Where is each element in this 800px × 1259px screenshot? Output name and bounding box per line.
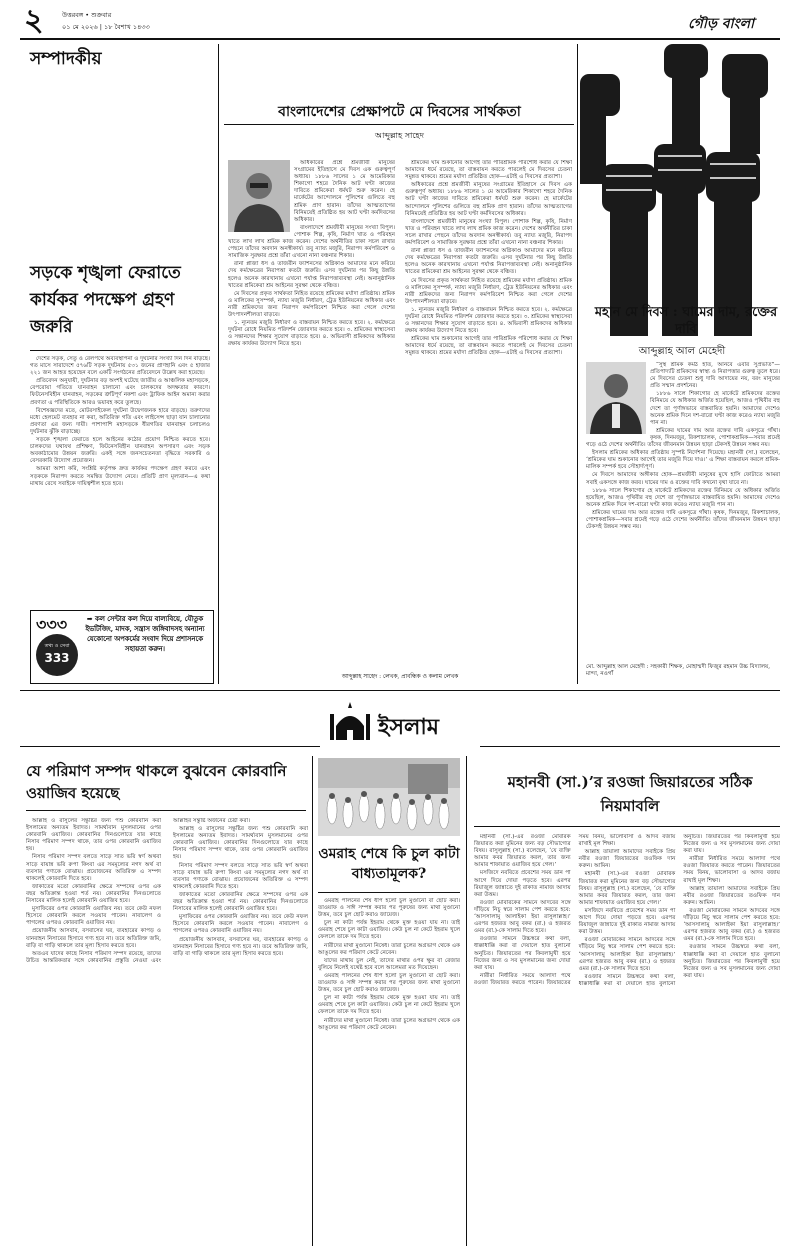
paragraph: “সুস্থ শ্রমিক কর্মঠ হাত, আনবে এবার সুপ্রভাত”—প্রতিপাদ্যটি শ্রমিকদের স্বাস্থ্য ও নিরাপত্তার গুরুত্ব তুলে ধরে। মে দিবসের চেতনা শুধু দাবি আদায়ের নয়, বরং মানুষের প্রতি সম্মান প্রদর্শনের। <box>650 362 780 390</box>
paragraph: ১. ন্যূনতম মজুরি নির্ধারণ ও বাস্তবায়ন নিশ্চিত করতে হবে। ২. কর্মক্ষেত্রে দুর্ঘটনা রোধে নিয়মিত পরিদর্শন জোরদার করতে হবে। ৩. শ্রমিকের স্বাস্থ্যসেবা ও সন্তানদের শিক্ষার সুযোগ বাড়াতে হবে। ৪. অভিবাসী শ্রমিকদের অধিকার রক্ষায় কার্যকর উদ্যোগ নিতে হবে। <box>228 320 395 348</box>
paragraph: প্রয়োজনীয় আসবাব, বসবাসের ঘর, ব্যবহারের কাপড় ও যানবাহন নিসাবের হিসাবে গণ্য হবে না। তবে অতিরিক্ত জমি, বাড়ি বা গাড়ি থাকলে তার মূল্য হিসাব করতে হবে। <box>173 936 308 957</box>
islam-article2-rule <box>318 892 460 893</box>
paragraph: নারীরা নির্ধারিত সময়ে আলাদা পথে রওজা জিয়ারত করতে পারেন। জিয়ারতের সময় বিনয়, ভালোবাসা ও আদব বজায় রাখাই মূল শিক্ষা। <box>683 856 780 884</box>
paragraph: রওজার সামনে উচ্চস্বরে কথা বলা, ধাক্কাধাক্কি করা বা দেয়ালে হাত বুলানো অনুচিত। জিয়ারতের পর কিবলামুখী হয়ে নিজের জন্য ও সব মুসলমানের জন্য দোয়া করা যায়। <box>683 944 780 979</box>
paragraph: নারীদের মাথা মুণ্ডানো নিষেধ। তারা চুলের অগ্রভাগ থেকে এক আঙুলের কর পরিমাণ কেটে নেবেন। <box>318 1017 460 1031</box>
paragraph: জাকাতের মতো কোরবানির ক্ষেত্রে সম্পদের ওপর এক বছর অতিক্রান্ত হওয়া শর্ত নয়। কোরবানির দিনগুলোতে নিসাবের মালিক হলেই কোরবানি ওয়াজিব হবে। <box>26 883 161 905</box>
hotline-badge <box>36 634 78 676</box>
paragraph: জাকাতের মতো কোরবানির ক্ষেত্রে সম্পদের ওপর এক বছর অতিক্রান্ত হওয়া শর্ত নয়। কোরবানির দিনগুলোতে নিসাবের মালিক হলেই কোরবানি ওয়াজিব হবে। <box>173 891 308 913</box>
paragraph: মসজিদে নববিতে প্রবেশের সময় ডান পা আগে দিয়ে দোয়া পড়তে হবে। এরপর রিয়াজুল জান্নাতে দুই রাকাত নামাজ আদায় করা উত্তম। <box>474 870 571 898</box>
islam-article2-body <box>318 898 460 1244</box>
paragraph: বাংলাদেশে শ্রমজীবী মানুষের সংখ্যা বিপুল। পোশাক শিল্প, কৃষি, নির্মাণ খাত ও পরিবহন খাতে লাখ লাখ শ্রমিক কাজ করেন। দেশের অর্থনীতির চাকা সচল রাখার পেছনে তাঁদের অবদান অনস্বীকার্য। তবু ন্যায্য মজুরি, নিরাপদ কর্মপরিবেশ ও সামাজিক সুরক্ষার প্রশ্নে তাঁরা এখনো নানা বঞ্চনার শিকার। <box>228 224 395 260</box>
editorial-col-rule <box>218 44 219 684</box>
islam-article3-body <box>474 834 780 1244</box>
article1-footer: আব্দুল্লাহ সাহেদ : লেখক, প্রাবন্ধিক ও কলাম লেখক <box>341 674 459 680</box>
paragraph: চুল না কাটা পর্যন্ত ইহরাম থেকে মুক্ত হওয়া যায় না। তাই ওমরাহ শেষে চুল কাটা ওয়াজিব। কেউ চুল না কেটে ইহরাম খুলে ফেললে তাকে দম দিতে হবে। <box>318 995 460 1016</box>
paragraph: আল্লাহ তায়ালা আমাদের সবাইকে প্রিয় নবীর রওজা জিয়ারতের তওফিক দান করুন। আমিন। <box>683 885 780 906</box>
paragraph: ১. ন্যূনতম মজুরি নির্ধারণ ও বাস্তবায়ন নিশ্চিত করতে হবে। ২. কর্মক্ষেত্রে দুর্ঘটনা রোধে নিয়মিত পরিদর্শন জোরদার করতে হবে। ৩. শ্রমিকের স্বাস্থ্যসেবা ও সন্তানদের শিক্ষার সুযোগ বাড়াতে হবে। ৪. অভিবাসী শ্রমিকদের অধিকার রক্ষায় কার্যকর উদ্যোগ নিতে হবে। <box>405 306 572 335</box>
islam-col-rule-2 <box>466 756 467 1246</box>
paragraph: যাদের মাথায় চুল নেই, তাদের মাথার ওপর ক্ষুর বা রেজার বুলিয়ে নিলেই যথেষ্ট হবে বলে আলেমরা মত দিয়েছেন। <box>318 957 460 971</box>
editorial-headline-rule <box>30 350 210 351</box>
paragraph: বাংলাদেশে শ্রমজীবী মানুষের সংখ্যা বিপুল। পোশাক শিল্প, কৃষি, নির্মাণ খাত ও পরিবহন খাতে লাখ লাখ শ্রমিক কাজ করেন। দেশের অর্থনীতির চাকা সচল রাখার পেছনে তাঁদের অবদান অনস্বীকার্য। তবু ন্যায্য মজুরি, নিরাপদ কর্মপরিবেশ ও সামাজিক সুরক্ষার প্রশ্নে তাঁরা এখনো নানা বঞ্চনার শিকার। <box>405 218 572 247</box>
islam-article2-headline: ওমরাহ শেষে কি চুল কাটা বাধ্যতামূলক? <box>318 846 460 882</box>
paragraph: মুসাফিরের ওপর কোরবানি ওয়াজিব নয়। তবে কেউ নফল হিসেবে কোরবানি করলে সওয়াব পাবেন। নাবালেগ ও পাগলের ওপরও কোরবানি ওয়াজিব নয়। <box>173 914 308 935</box>
article1-headline-rule <box>224 124 574 125</box>
editorial-body <box>30 356 210 604</box>
islam-header-rule-right <box>480 746 780 747</box>
paragraph: রওজা মোবারকের সামনে আদবের সঙ্গে দাঁড়িয়ে নিচু স্বরে সালাম পেশ করতে হবে: ‘আসসালামু আলাইকা ইয়া রাসুলাল্লাহ।’ এরপর হজরত আবু বকর (রা.) ও হজরত ওমর (রা.)-কে সালাম দিতে হবে। <box>683 907 780 943</box>
paragraph: আল্লাহ ও রাসুলের সন্তুষ্টির জন্য পশু কোরবানি করা ইসলামের অন্যতম ইবাদত। সামর্থ্যবান মুসলমানের ওপর কোরবানি ওয়াজিব। কোরবানির দিনগুলোতে যার কাছে নিসাব পরিমাণ সম্পদ থাকে, তার ওপর কোরবানি ওয়াজিব হয়। <box>173 826 308 861</box>
paragraph: ১৮৮৬ সালে শিকাগোর হে মার্কেটে শ্রমিকদের রক্তের বিনিময়ে যে অধিকার অর্জিত হয়েছিল, আজও পৃথিবীর বহু দেশে তা পূর্ণাঙ্গভাবে বাস্তবায়িত হয়নি। আমাদের দেশেও অনেক শ্রমিক দিনে দশ-বারো ঘণ্টা কাজ করেও ন্যায্য মজুরি পান না। <box>650 391 780 426</box>
masthead-rule <box>20 38 780 40</box>
hotline-number: ৩৩৩ <box>36 615 68 634</box>
editorial-headline: সড়কে শৃঙ্খলা ফেরাতে কার্যকর পদক্ষেপ গ্রহণ জরুরি <box>30 263 181 337</box>
islam-article3-rule <box>474 826 780 827</box>
paragraph: মসজিদে নববিতে প্রবেশের সময় ডান পা আগে দিয়ে দোয়া পড়তে হবে। এরপর রিয়াজুল জান্নাতে দুই রাকাত নামাজ আদায় করা উত্তম। <box>578 907 676 936</box>
date-line: ০১ মে ২০২৬ | ১৮ বৈশাখ ১৪৩৩ <box>62 23 150 31</box>
hotline-text: ➡ কল সেন্টার কল দিয়ে বাল্যবিয়ে, যৌতুক ইভটিজিং, মাদক, সন্ত্রাস জঙ্গিবাদসহ অন্যান্য যেকোনো অপকর্মের সংবাদ দিয়ে প্রশাসনকে সহায়তা করুন। <box>85 615 205 653</box>
paragraph: মুসাফিরের ওপর কোরবানি ওয়াজিব নয়। তবে কেউ নফল হিসেবে কোরবানি করলে সওয়াব পাবেন। নাবালেগ ও পাগলের ওপরও কোরবানি ওয়াজিব নয়। <box>26 906 161 927</box>
paragraph: আল্লাহ ও রাসুলের সন্তুষ্টির জন্য পশু কোরবানি করা ইসলামের অন্যতম ইবাদত। সামর্থ্যবান মুসলমানের ওপর কোরবানি ওয়াজিব। কোরবানির দিনগুলোতে যার কাছে নিসাব পরিমাণ সম্পদ থাকে, তার ওপর কোরবানি ওয়াজিব হয়। <box>26 818 161 853</box>
photo-spacer <box>228 160 294 236</box>
paragraph: শ্রমিকের ঘাম শুকানোর আগেই তার পারিশ্রমিক পরিশোধ করার যে শিক্ষা আমাদের ধর্মে রয়েছে, তা বাস্তবায়ন করতে পারলেই মে দিবসের চেতনা সমুন্নত থাকবে। শ্রমের মর্যাদা প্রতিষ্ঠিত হোক—এটাই এ দিবসের প্রত্যাশা। <box>405 160 572 181</box>
paragraph: শ্রমিকের ঘামের দাম আর রক্তের দাবি একসূত্রে গাঁথা। কৃষক, দিনমজুর, রিকশাচালক, পোশাকশ্রমিক—সবার শ্রমেই গড়ে ওঠে দেশের অর্থনীতি। তাঁদের জীবনমান উন্নয়ন ছাড়া টেকসই উন্নয়ন সম্ভব নয়। <box>586 427 780 449</box>
article2-footer: মো. আব্দুল্লাহ আল মেহেদী : সহকারী শিক্ষক, মোহাম্মদী ফিজুর রহমান উচ্চ বিদ্যালয়, মান্দা, নওগাঁ <box>586 664 771 677</box>
islam-article1-body <box>26 818 308 1244</box>
paragraph: ১৮৮৬ সালে শিকাগোর হে মার্কেটে শ্রমিকদের রক্তের বিনিময়ে যে অধিকার অর্জিত হয়েছিল, আজও পৃথিবীর বহু দেশে তা পূর্ণাঙ্গভাবে বাস্তবায়িত হয়নি। আমাদের দেশেও অনেক শ্রমিক দিনে দশ-বারো ঘণ্টা কাজ করেও ন্যায্য মজুরি পান না। <box>586 487 780 508</box>
paragraph: রওজা মোবারকের সামনে আদবের সঙ্গে দাঁড়িয়ে নিচু স্বরে সালাম পেশ করতে হবে: ‘আসসালামু আলাইকা ইয়া রাসুলাল্লাহ।’ এরপর হজরত আবু বকর (রা.) ও হজরত ওমর (রা.)-কে সালাম দিতে হবে। <box>578 937 676 972</box>
paragraph: রানা প্লাজা ধস ও তাজরীন ফ্যাশনসের অগ্নিকাণ্ড আমাদের মনে করিয়ে দেয় কর্মক্ষেত্রের নিরাপত্তা কতটা জরুরি। এসব দুর্ঘটনার পর কিছু উন্নতি হলেও অনেক কারখানায় এখনো পর্যাপ্ত নিরাপত্তাব্যবস্থা নেই। অনানুষ্ঠানিক খাতের শ্রমিকেরা শ্রম আইনের সুরক্ষা থেকে বঞ্চিত। <box>405 248 572 276</box>
paragraph: ওমরাহ পালনের শেষ ধাপ হলো চুল মুণ্ডানো বা ছোট করা। তাওয়াফ ও সাঈ সম্পন্ন করার পর পুরুষের জন্য মাথা মুণ্ডানো উত্তম, তবে চুল ছোট করাও জায়েজ। <box>318 972 460 994</box>
article2-body <box>586 362 780 662</box>
section-divider <box>20 690 780 691</box>
paragraph: বিশেষজ্ঞদের মতে, মোটরসাইকেল দুর্ঘটনা উদ্বেগজনক হারে বাড়ছে। তরুণদের মধ্যে হেলমেট ব্যবহার না করা, অতিরিক্ত গতি এবং লাইসেন্স ছাড়া যান চালানোর প্রবণতা এর জন্য দায়ী। পাশাপাশি মহাসড়কে ধীরগতির যানবাহন চলাচলও দুর্ঘটনার ঝুঁকি বাড়াচ্ছে। <box>30 407 210 435</box>
islam-article1-rule <box>26 810 306 811</box>
paragraph: মে দিবসের প্রকৃত সার্থকতা নিহিত রয়েছে শ্রমিকের মর্যাদা প্রতিষ্ঠায়। শ্রমিক ও মালিকের সুসম্পর্ক, ন্যায্য মজুরি নির্ধারণ, ট্রেড ইউনিয়নের অধিকার এবং নারী শ্রমিকদের জন্য নিরাপদ কর্মপরিবেশ নিশ্চিত করা গেলে দেশের উৎপাদনশীলতা বাড়বে। <box>228 290 395 318</box>
paragraph: নিসাব পরিমাণ সম্পদ বলতে সাড়ে সাত ভরি স্বর্ণ অথবা সাড়ে বায়ান্ন ভরি রুপা কিংবা এর সমমূল্যের নগদ অর্থ বা ব্যবসার পণ্যকে বোঝায়। প্রয়োজনের অতিরিক্ত এ সম্পদ থাকলেই কোরবানি দিতে হবে। <box>173 862 308 890</box>
paragraph: অধিকারের প্রশ্নে শ্রমজীবী মানুষের সংগ্রামের ইতিহাসে মে দিবস এক গুরুত্বপূর্ণ অধ্যায়। ১৮৮৬ সালের ১ মে আমেরিকার শিকাগো শহরে দৈনিক আট ঘণ্টা কাজের দাবিতে শ্রমিকেরা ধর্মঘট শুরু করেন। হে মার্কেটের আন্দোলনে পুলিশের গুলিতে বহু শ্রমিক প্রাণ হারান। তাঁদের আত্মত্যাগের বিনিময়েই প্রতিষ্ঠিত হয় আট ঘণ্টা কর্মদিবসের অধিকার। <box>405 182 572 217</box>
paragraph: রওজা মোবারকের সামনে আদবের সঙ্গে দাঁড়িয়ে নিচু স্বরে সালাম পেশ করতে হবে: ‘আসসালামু আলাইকা ইয়া রাসুলাল্লাহ।’ এরপর হজরত আবু বকর (রা.) ও হজরত ওমর (রা.)-কে সালাম দিতে হবে। <box>474 899 571 935</box>
paragraph: সড়কে শৃঙ্খলা ফেরাতে হলে আইনের কঠোর প্রয়োগ নিশ্চিত করতে হবে। চালকদের যথাযথ প্রশিক্ষণ, ফিটনেসবিহীন যানবাহন অপসারণ এবং সড়ক অবকাঠামোর উন্নয়ন জরুরি। একই সঙ্গে জনসচেতনতা বৃদ্ধিতে সরকারি ও বেসরকারি উদ্যোগ প্রয়োজন। <box>30 437 210 465</box>
islam-article1-headline: যে পরিমাণ সম্পদ থাকলে বুঝবেন কোরবানি ওয়াজিব হয়েছে <box>26 762 287 802</box>
mosque-icon <box>328 700 372 744</box>
photo-spacer <box>586 362 650 438</box>
paragraph: ইসলাম শ্রমিকের অধিকার প্রতিষ্ঠায় সুস্পষ্ট নির্দেশনা দিয়েছে। মহানবী (সা.) বলেছেন, ‘শ্রমিকের ঘাম শুকানোর আগেই তার মজুরি দিয়ে দাও।’ এ শিক্ষা বাস্তবায়ন করলে শ্রমিক-মালিক সম্পর্ক হবে সৌহার্দ্যপূর্ণ। <box>586 450 780 471</box>
raised-fists-illustration <box>580 44 780 336</box>
paper-info: উত্তরবঙ্গ • শুক্রবার <box>62 11 112 19</box>
paragraph: মে দিবসে আমাদের অঙ্গীকার হোক—শ্রমজীবী মানুষের মুখে হাসি ফোটাতে আমরা সবাই একসঙ্গে কাজ করব। ঘামের দাম ও রক্তের দাবি কখনো বৃথা যাবে না। <box>586 472 780 486</box>
article1-body <box>228 160 572 668</box>
pilgrims-photo <box>318 758 460 836</box>
paragraph: শ্রমিকের ঘাম শুকানোর আগেই তার পারিশ্রমিক পরিশোধ করার যে শিক্ষা আমাদের ধর্মে রয়েছে, তা বাস্তবায়ন করতে পারলেই মে দিবসের চেতনা সমুন্নত থাকবে। শ্রমের মর্যাদা প্রতিষ্ঠিত হোক—এটাই এ দিবসের প্রত্যাশা। <box>405 336 572 357</box>
paragraph: নিসাব পরিমাণ সম্পদ বলতে সাড়ে সাত ভরি স্বর্ণ অথবা সাড়ে বায়ান্ন ভরি রুপা কিংবা এর সমমূল্যের নগদ অর্থ বা ব্যবসার পণ্যকে বোঝায়। প্রয়োজনের অতিরিক্ত এ সম্পদ থাকলেই কোরবানি দিতে হবে। <box>26 854 161 882</box>
badge-number: 333 <box>44 651 70 665</box>
paragraph: রওজার সামনে উচ্চস্বরে কথা বলা, ধাক্কাধাক্কি করা বা দেয়ালে হাত বুলানো অনুচিত। জিয়ারতের পর কিবলামুখী হয়ে নিজের জন্য ও সব মুসলমানের জন্য দোয়া করা যায়। <box>578 834 780 987</box>
islam-col-rule-1 <box>312 756 313 1246</box>
islam-article3-headline: মহানবী (সা.)’র রওজা জিয়ারতের সঠিক নিয়মাবলি <box>507 773 753 815</box>
paragraph: রওজার সামনে উচ্চস্বরে কথা বলা, ধাক্কাধাক্কি করা বা দেয়ালে হাত বুলানো অনুচিত। জিয়ারতের পর কিবলামুখী হয়ে নিজের জন্য ও সব মুসলমানের জন্য দোয়া করা যায়। <box>474 936 571 971</box>
paragraph: আল্লাহ তায়ালা আমাদের সবাইকে প্রিয় নবীর রওজা জিয়ারতের তওফিক দান করুন। আমিন। <box>578 849 676 870</box>
article2-headline: মহান মে দিবস : ঘামের দাম, রক্তের দাবি <box>594 305 778 337</box>
paragraph: অতএব যাদের কাছে নিসাব পরিমাণ সম্পদ রয়েছে, তাদের উচিত আন্তরিকতার সঙ্গে কোরবানির প্রস্তুতি নেওয়া এবং আল্লাহর সন্তুষ্টি অর্জনের চেষ্টা করা। <box>26 818 251 964</box>
paragraph: দেশের সড়ক, সেতু ও রেলপথে অব্যবস্থাপনা ও দুর্ঘটনার সংখ্যা দিন দিন বাড়ছে। গত মাসে সারাদেশে ৫৭৬টি সড়ক দুর্ঘটনায় ৫৩১ জনের প্রাণহানি এবং ৫ হাজার ২২১ জন আহত হয়েছেন বলে একটি সংগঠনের প্রতিবেদনে উল্লেখ করা হয়েছে। <box>30 356 210 377</box>
badge-label: তথ্য ও সেবা <box>44 643 70 649</box>
paragraph: মে দিবসের প্রকৃত সার্থকতা নিহিত রয়েছে শ্রমিকের মর্যাদা প্রতিষ্ঠায়। শ্রমিক ও মালিকের সুসম্পর্ক, ন্যায্য মজুরি নির্ধারণ, ট্রেড ইউনিয়নের অধিকার এবং নারী শ্রমিকদের জন্য নিরাপদ কর্মপরিবেশ নিশ্চিত করা গেলে দেশের উৎপাদনশীলতা বাড়বে। <box>405 277 572 305</box>
paragraph: শ্রমিকের ঘামের দাম আর রক্তের দাবি একসূত্রে গাঁথা। কৃষক, দিনমজুর, রিকশাচালক, পোশাকশ্রমিক—সবার শ্রমেই গড়ে ওঠে দেশের অর্থনীতি। তাঁদের জীবনমান উন্নয়ন ছাড়া টেকসই উন্নয়ন সম্ভব নয়। <box>586 509 780 531</box>
paragraph: নারীদের মাথা মুণ্ডানো নিষেধ। তারা চুলের অগ্রভাগ থেকে এক আঙুলের কর পরিমাণ কেটে নেবেন। <box>318 942 460 956</box>
paragraph: প্রতিবেদন অনুযায়ী, দুর্ঘটনার বড় অংশই ঘটেছে জাতীয় ও আঞ্চলিক মহাসড়কে, বেপরোয়া গতিতে যানবাহন চালানো এবং চালকদের অদক্ষতার কারণে। ফিটনেসবিহীন যানবাহন, সড়কের ত্রুটিপূর্ণ নকশা এবং ট্রাফিক আইন অমান্য করার প্রবণতা এ পরিস্থিতিকে আরও ভয়াবহ করে তুলছে। <box>30 378 210 406</box>
masthead-logo: গৌড় বাংলা <box>688 16 755 32</box>
islam-header-rule-left <box>20 746 320 747</box>
paragraph: চুল না কাটা পর্যন্ত ইহরাম থেকে মুক্ত হওয়া যায় না। তাই ওমরাহ শেষে চুল কাটা ওয়াজিব। কেউ চুল না কেটে ইহরাম খুলে ফেললে তাকে দম দিতে হবে। <box>318 920 460 941</box>
section-label-islam: ইসলাম <box>378 714 439 740</box>
paragraph: আমরা আশা করি, সংশ্লিষ্ট কর্তৃপক্ষ দ্রুত কার্যকর পদক্ষেপ গ্রহণ করবে এবং সড়ককে নিরাপদ করতে সমন্বিত উদ্যোগ নেবে। প্রতিটি প্রাণ মূল্যবান—এ কথা মাথায় রেখে সবাইকে দায়িত্বশীল হতে হবে। <box>30 466 210 487</box>
paragraph: মহানবী (সা.)-এর রওজা মোবারক জিয়ারত করা মুমিনের জন্য বড় সৌভাগ্যের বিষয়। রাসুলুল্লাহ (সা.) বলেছেন, ‘যে ব্যক্তি আমার কবর জিয়ারত করল, তার জন্য আমার শাফায়াত ওয়াজিব হয়ে গেল।’ <box>474 834 571 869</box>
page-number: ২ <box>24 3 44 38</box>
paragraph: অধিকারের প্রশ্নে শ্রমজীবী মানুষের সংগ্রামের ইতিহাসে মে দিবস এক গুরুত্বপূর্ণ অধ্যায়। ১৮৮৬ সালের ১ মে আমেরিকার শিকাগো শহরে দৈনিক আট ঘণ্টা কাজের দাবিতে শ্রমিকেরা ধর্মঘট শুরু করেন। হে মার্কেটের আন্দোলনে পুলিশের গুলিতে বহু শ্রমিক প্রাণ হারান। তাঁদের আত্মত্যাগের বিনিময়েই প্রতিষ্ঠিত হয় আট ঘণ্টা কর্মদিবসের অধিকার। <box>294 160 395 223</box>
paragraph: প্রয়োজনীয় আসবাব, বসবাসের ঘর, ব্যবহারের কাপড় ও যানবাহন নিসাবের হিসাবে গণ্য হবে না। তবে অতিরিক্ত জমি, বাড়ি বা গাড়ি থাকলে তার মূল্য হিসাব করতে হবে। <box>26 928 161 949</box>
section-label-editorial: সম্পাদকীয় <box>30 49 102 69</box>
article1-author: আব্দুল্লাহ সাহেদ <box>375 131 424 140</box>
paragraph: রানা প্লাজা ধস ও তাজরীন ফ্যাশনসের অগ্নিকাণ্ড আমাদের মনে করিয়ে দেয় কর্মক্ষেত্রের নিরাপত্তা কতটা জরুরি। এসব দুর্ঘটনার পর কিছু উন্নতি হলেও অনেক কারখানায় এখনো পর্যাপ্ত নিরাপত্তাব্যবস্থা নেই। অনানুষ্ঠানিক খাতের শ্রমিকেরা শ্রম আইনের সুরক্ষা থেকে বঞ্চিত। <box>228 261 395 289</box>
article2-author: আব্দুল্লাহ আল মেহেদী <box>638 346 726 357</box>
center-col-rule <box>577 44 578 684</box>
article1-headline: বাংলাদেশের প্রেক্ষাপটে মে দিবসের সার্থকতা <box>278 104 521 120</box>
paragraph: নারীরা নির্ধারিত সময়ে আলাদা পথে রওজা জিয়ারত করতে পারেন। জিয়ারতের সময় বিনয়, ভালোবাসা ও আদব বজায় রাখাই মূল শিক্ষা। <box>474 834 676 986</box>
paragraph: মহানবী (সা.)-এর রওজা মোবারক জিয়ারত করা মুমিনের জন্য বড় সৌভাগ্যের বিষয়। রাসুলুল্লাহ (সা.) বলেছেন, ‘যে ব্যক্তি আমার কবর জিয়ারত করল, তার জন্য আমার শাফায়াত ওয়াজিব হয়ে গেল।’ <box>578 871 676 906</box>
paragraph: ওমরাহ পালনের শেষ ধাপ হলো চুল মুণ্ডানো বা ছোট করা। তাওয়াফ ও সাঈ সম্পন্ন করার পর পুরুষের জন্য মাথা মুণ্ডানো উত্তম, তবে চুল ছোট করাও জায়েজ। <box>318 898 460 919</box>
